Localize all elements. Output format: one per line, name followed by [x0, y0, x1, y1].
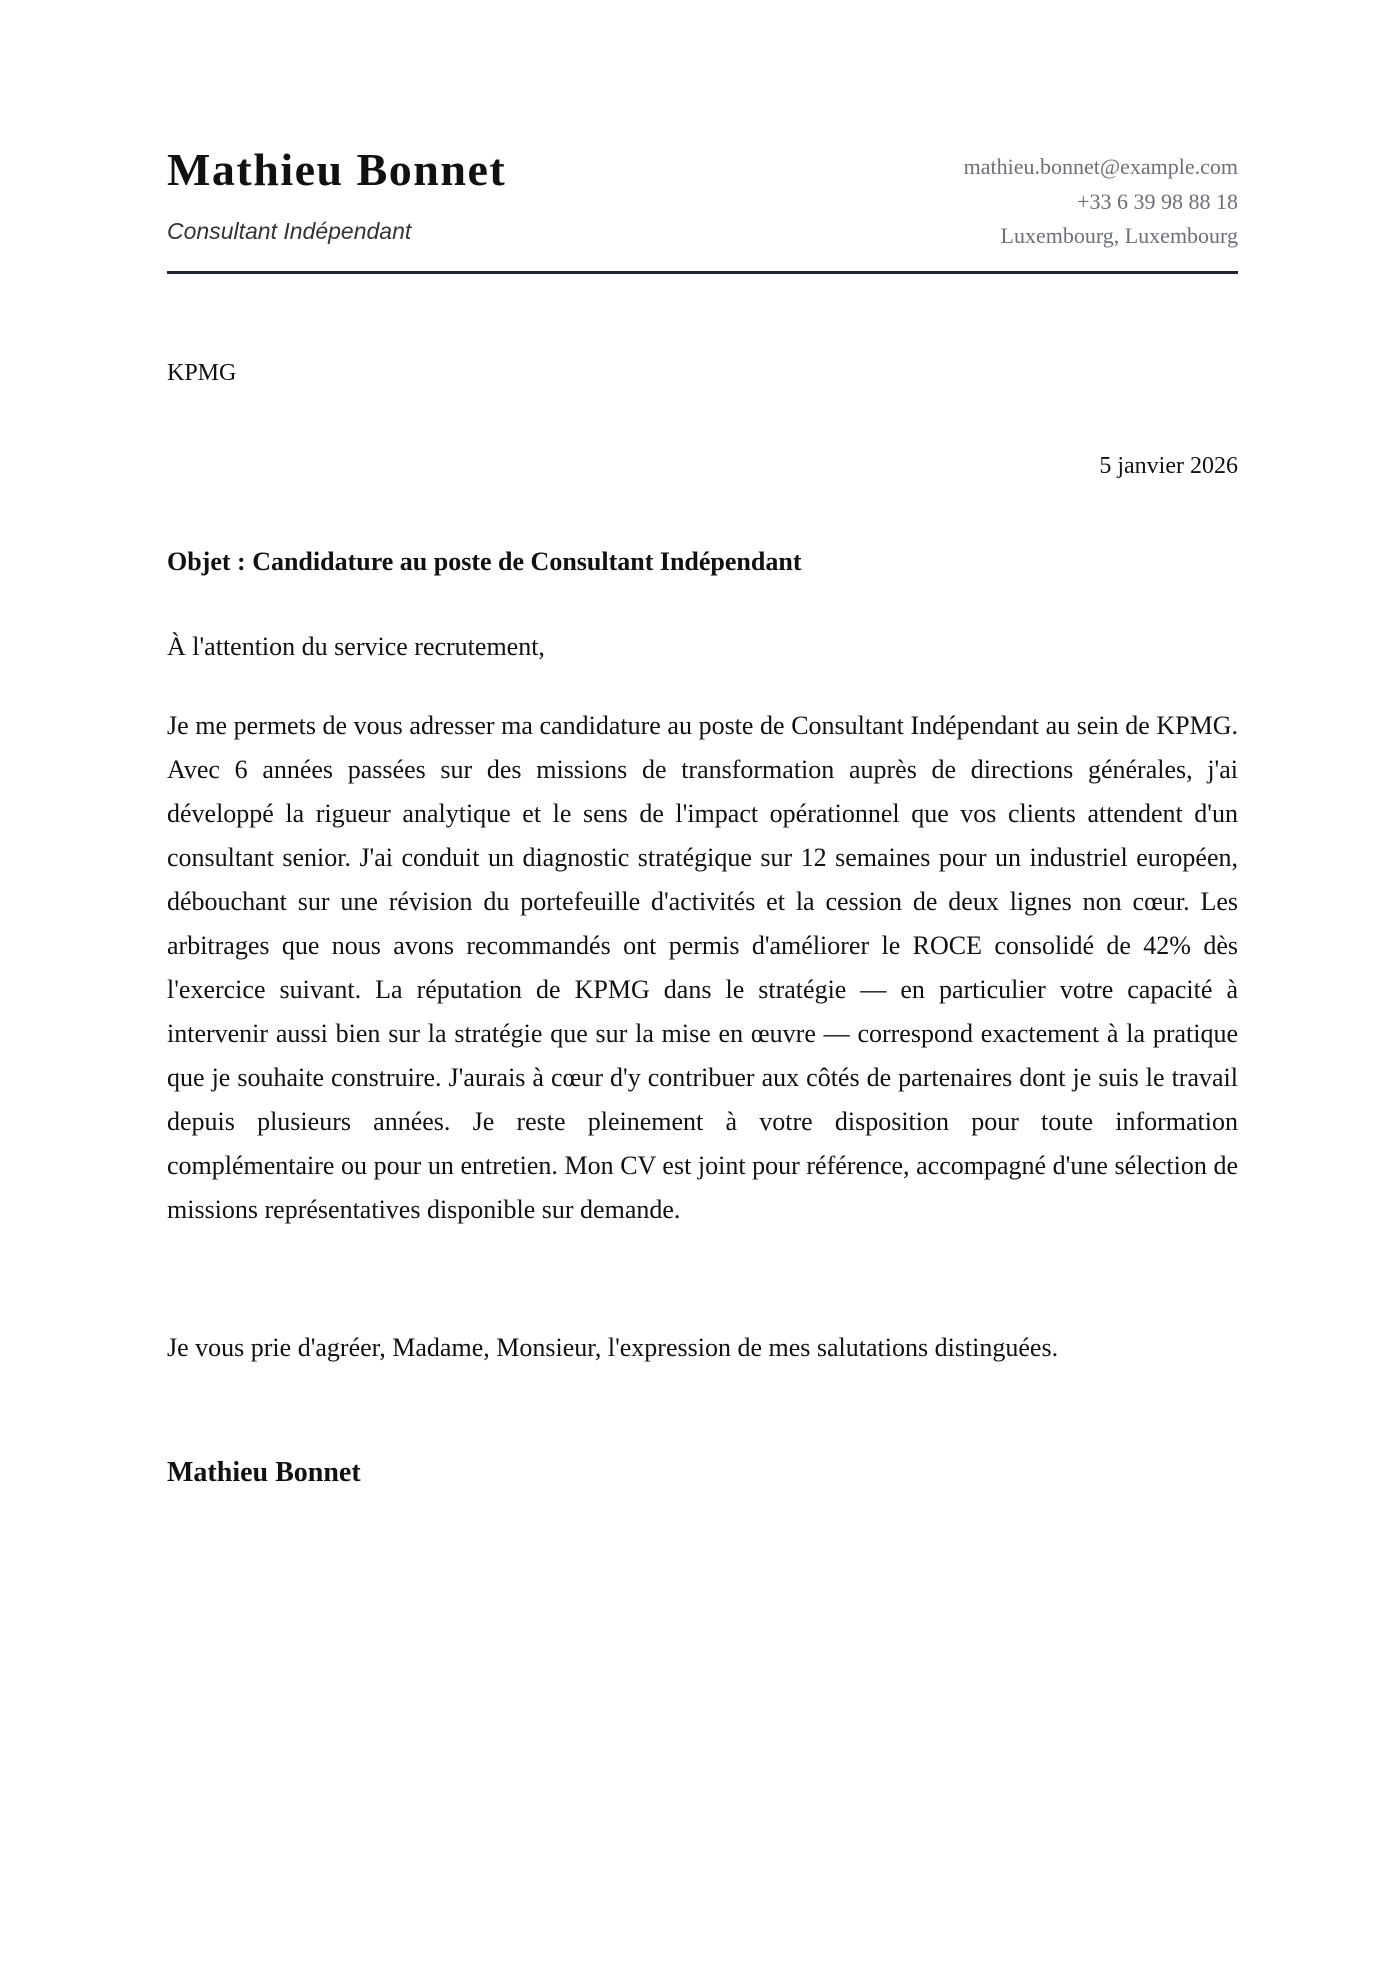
signature: Mathieu Bonnet	[167, 1457, 361, 1488]
contact-phone: +33 6 39 98 88 18	[1077, 188, 1238, 214]
letter-date: 5 janvier 2026	[1099, 453, 1238, 479]
salutation: À l'attention du service recrutement,	[167, 632, 545, 661]
contact-block	[964, 150, 1238, 254]
closing-formula: Je vous prie d'agréer, Madame, Monsieur, l'expression de mes salutations distinguées.	[167, 1333, 1059, 1362]
recipient: KPMG	[167, 360, 237, 386]
letter-subject: Objet : Candidature au poste de Consultant Indépendant	[167, 547, 802, 576]
sender-name: Mathieu Bonnet	[167, 144, 507, 195]
letter-body: Je me permets de vous adresser ma candidature au poste de Consultant Indépendant au sein de KPMG. Avec 6 années passées sur des missions de transformation auprès de directions générales, j'ai développé la rigueur analytique et le sens de l'impact opérationnel que vos clients attendent d'un consultant senior. J'ai conduit un diagnostic stratégique sur 12 semaines pour un industriel européen, débouchant sur une révision du portefeuille d'activités et la cession de deux lignes non cœur. Les arbitrages que nous avons recommandés ont permis d'améliorer le ROCE consolidé de 42% dès l'exercice suivant. La réputation de KPMG dans le stratégie — en particulier votre capacité à intervenir aussi bien sur la stratégie que sur la mise en œuvre — correspond exactement à la pratique que je souhaite construire. J'aurais à cœur d'y contribuer aux côtés de partenaires dont je suis le travail depuis plusieurs années. Je reste pleinement à votre disposition pour toute information complémentaire ou pour un entretien. Mon CV est joint pour référence, accompagné d'une sélection de missions représentatives disponible sur demande.	[167, 711, 1238, 1224]
contact-email: mathieu.bonnet@example.com	[963, 154, 1238, 179]
letter-header	[167, 140, 1238, 274]
contact-location: Luxembourg, Luxembourg	[1000, 223, 1238, 248]
sender-title: Consultant Indépendant	[167, 218, 412, 244]
